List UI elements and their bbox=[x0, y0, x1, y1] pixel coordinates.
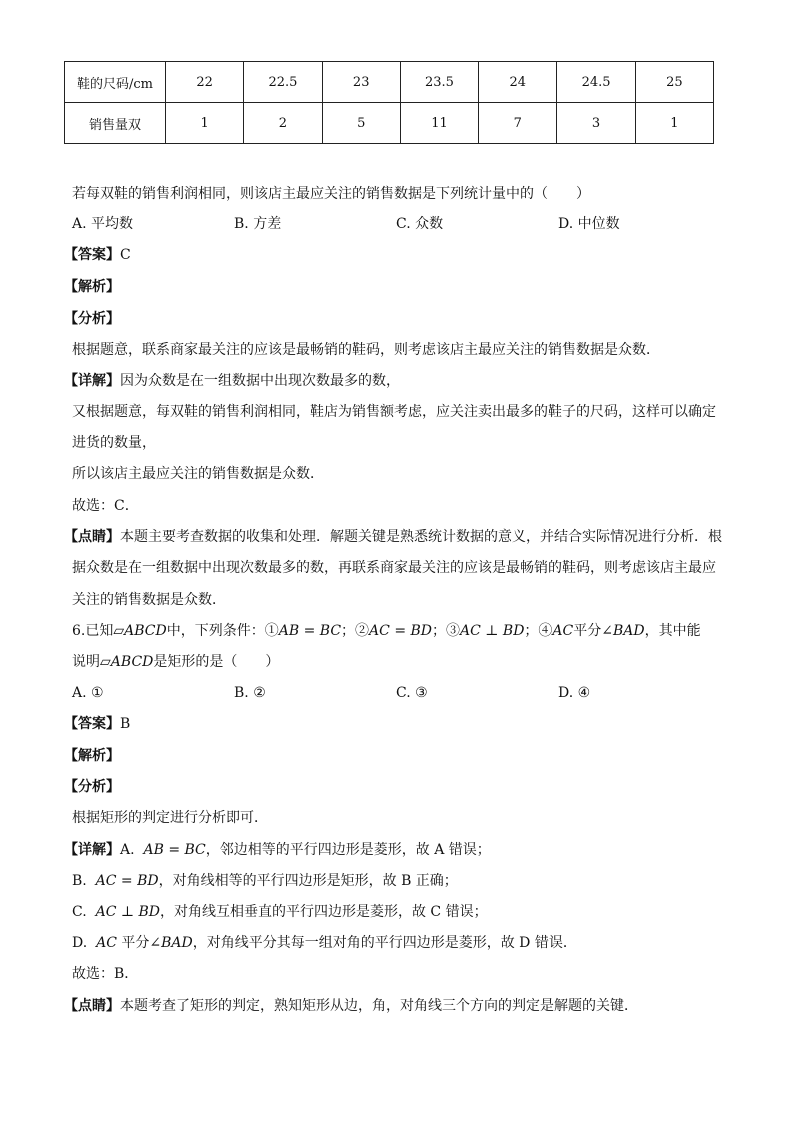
comment-text: 据众数是在一组数据中出现次数最多的数，再联系商家最关注的应该是最畅销的鞋码，则考虑该店主最应 bbox=[72, 560, 716, 576]
table-cell: 3 bbox=[557, 103, 635, 144]
question-stem: 若每双鞋的销售利润相同，则该店主最应关注的销售数据是下列统计量中的（ ） bbox=[72, 186, 590, 202]
detail-line bbox=[72, 933, 577, 953]
answer-line bbox=[64, 245, 131, 265]
detail-line bbox=[64, 840, 491, 860]
detail-text: ，对角线相等的平行四边形是矩形，故 B 正确； bbox=[158, 873, 458, 889]
detail-label: 【详解】 bbox=[64, 373, 120, 389]
detail-text: ，对角线平分其每一组对角的平行四边形是菱形，故 D 错误． bbox=[192, 935, 577, 951]
option-b: B. 方差 bbox=[234, 216, 282, 232]
option-a: A. ① bbox=[72, 685, 104, 701]
stem-text: ；④ bbox=[524, 623, 553, 639]
stem-text: ；③ bbox=[432, 623, 461, 639]
detail-text: A. bbox=[120, 842, 135, 858]
option-b: B. ② bbox=[234, 685, 266, 701]
option-d: D. 中位数 bbox=[558, 216, 620, 232]
detail-text: 所以该店主最应关注的销售数据是众数． bbox=[72, 466, 324, 482]
detail-text: B. bbox=[72, 873, 87, 889]
detail-line bbox=[72, 902, 488, 922]
detail-text: 平分 bbox=[121, 935, 150, 951]
math-expr: ∠BAD bbox=[149, 935, 193, 951]
table-cell: 22 bbox=[166, 62, 244, 103]
comment-label: 【点睛】 bbox=[64, 529, 120, 545]
table-cell: 1 bbox=[166, 103, 244, 144]
table-row bbox=[65, 103, 714, 144]
stem-text: 是矩形的是（ ） bbox=[153, 654, 280, 670]
comment-line bbox=[64, 527, 722, 547]
stem-text: 6.已知 bbox=[72, 623, 114, 639]
answer-label: 【答案】 bbox=[64, 247, 120, 263]
fenxi-label: 【分析】 bbox=[64, 779, 120, 795]
stem-text: 中，下列条件：① bbox=[166, 623, 279, 639]
math-expr: AC ⊥ BD bbox=[95, 904, 160, 920]
shoe-size-table bbox=[64, 61, 714, 144]
table-cell: 11 bbox=[400, 103, 478, 144]
question-stem bbox=[72, 652, 279, 672]
table-cell: 鞋的尺码/cm bbox=[65, 62, 166, 103]
table-cell: 5 bbox=[322, 103, 400, 144]
detail-line bbox=[64, 371, 400, 391]
detail-text: ，邻边相等的平行四边形是菱形，故 A 错误； bbox=[205, 842, 491, 858]
detail-text: 因为众数是在一组数据中出现次数最多的数， bbox=[120, 373, 400, 389]
math-expr: ABCD bbox=[110, 654, 154, 670]
math-expr: AC bbox=[96, 935, 117, 951]
math-expr: AC = BD bbox=[369, 623, 433, 639]
detail-text: 又根据题意，每双鞋的销售利润相同，鞋店为销售额考虑，应关注卖出最多的鞋子的尺码，这样可以确定 bbox=[72, 404, 716, 420]
math-expr: ∠BAD bbox=[601, 623, 645, 639]
math-expr: AB = BC bbox=[278, 623, 342, 639]
conclusion: 故选：B． bbox=[72, 966, 139, 982]
math-expr: AC bbox=[552, 623, 574, 639]
math-expr: AB = BC bbox=[143, 842, 206, 858]
answer-label: 【答案】 bbox=[64, 716, 120, 732]
table-cell: 2 bbox=[244, 103, 322, 144]
math-expr: AC ⊥ BD bbox=[460, 623, 525, 639]
stem-text: ，其中能 bbox=[644, 623, 701, 639]
option-c: C. ③ bbox=[396, 685, 428, 701]
analysis-label: 【解析】 bbox=[64, 748, 120, 764]
conclusion: 故选：C． bbox=[72, 498, 139, 514]
stem-text: ；② bbox=[341, 623, 370, 639]
table-cell: 24 bbox=[479, 62, 557, 103]
fenxi-text: 根据矩形的判定进行分析即可． bbox=[72, 810, 268, 826]
table-cell: 24.5 bbox=[557, 62, 635, 103]
comment-text: 关注的销售数据是众数． bbox=[72, 592, 226, 608]
detail-text: C. bbox=[72, 904, 87, 920]
answer-value: B bbox=[120, 716, 131, 732]
detail-label: 【详解】 bbox=[64, 842, 120, 858]
table-cell: 23 bbox=[322, 62, 400, 103]
table-cell: 1 bbox=[635, 103, 713, 144]
stem-text: 说明 bbox=[72, 654, 100, 670]
table-cell: 25 bbox=[635, 62, 713, 103]
option-d: D. ④ bbox=[558, 685, 591, 701]
fenxi-text: 根据题意，联系商家最关注的应该是最畅销的鞋码，则考虑该店主最应关注的销售数据是众数． bbox=[72, 342, 660, 358]
answer-line bbox=[64, 714, 130, 734]
comment-text: 本题考查了矩形的判定，熟知矩形从边，角，对角线三个方向的判定是解题的关键． bbox=[120, 998, 638, 1014]
comment-label: 【点睛】 bbox=[64, 998, 120, 1014]
option-c: C. 众数 bbox=[396, 216, 444, 232]
detail-text: ，对角线互相垂直的平行四边形是菱形，故 C 错误； bbox=[159, 904, 488, 920]
math-expr: AC = BD bbox=[95, 873, 159, 889]
detail-text: D. bbox=[72, 935, 88, 951]
parallelogram-symbol: ▱ bbox=[100, 654, 111, 670]
question-stem bbox=[72, 621, 701, 641]
comment-line bbox=[64, 996, 638, 1016]
parallelogram-symbol: ▱ bbox=[113, 623, 125, 639]
math-expr: ABCD bbox=[124, 623, 167, 639]
detail-line bbox=[72, 871, 458, 891]
detail-text: 进货的数量， bbox=[72, 435, 156, 451]
option-a: A. 平均数 bbox=[72, 216, 134, 232]
table-row bbox=[65, 62, 714, 103]
stem-text: 平分 bbox=[573, 623, 602, 639]
table-cell: 23.5 bbox=[400, 62, 478, 103]
table-cell: 销售量双 bbox=[65, 103, 166, 144]
analysis-label: 【解析】 bbox=[64, 279, 120, 295]
table-cell: 22.5 bbox=[244, 62, 322, 103]
table-cell: 7 bbox=[479, 103, 557, 144]
comment-text: 本题主要考查数据的收集和处理．解题关键是熟悉统计数据的意义，并结合实际情况进行分析．根 bbox=[120, 529, 722, 545]
answer-value: C bbox=[120, 247, 131, 263]
fenxi-label: 【分析】 bbox=[64, 311, 120, 327]
